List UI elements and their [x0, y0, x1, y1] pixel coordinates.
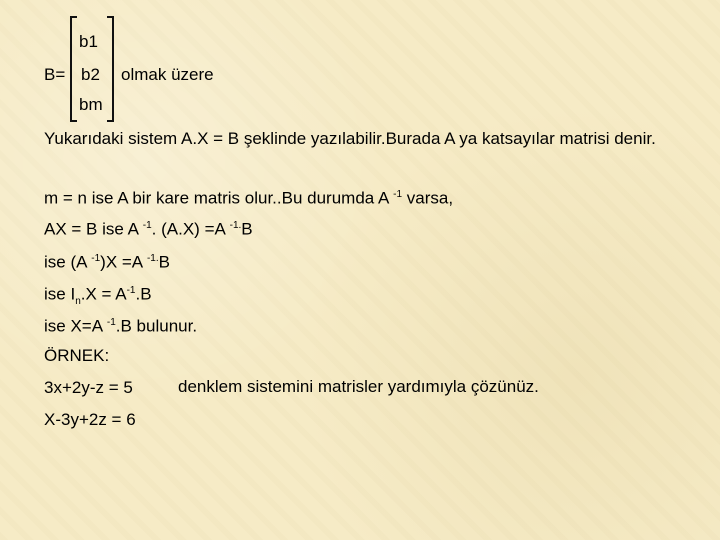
matrix-entry-b2: b2 [81, 65, 100, 84]
line2-prefix: m = n ise A bir kare matris olur..Bu durumda A [44, 188, 394, 208]
example-title: ÖRNEK: [44, 346, 110, 365]
line5-b: .X = A [80, 284, 127, 304]
line5-a: ise I [44, 284, 76, 304]
matrix-bracket-right [107, 16, 114, 122]
line6-b: .B bulunur. [115, 316, 198, 336]
line5-sup: -1 [126, 285, 136, 296]
matrix-entry-b1: b1 [79, 32, 98, 51]
line5-sub: n [75, 296, 81, 308]
example-equation-1: 3x+2y-z = 5 [44, 378, 133, 397]
line4-sup2: -1. [146, 253, 159, 264]
equation-line-6 [44, 313, 197, 336]
line3-a: AX = B ise A [44, 219, 143, 239]
matrix-note: olmak üzere [121, 65, 214, 84]
line4-b: )X =A [100, 252, 147, 272]
paragraph-matrix-system: Yukarıdaki sistem A.X = B şeklinde yazılabilir.Burada A ya katsayılar matrisi denir. [44, 129, 656, 148]
equation-line-5 [44, 281, 152, 311]
equation-line-4 [44, 249, 170, 272]
line3-sup1: -1 [142, 220, 152, 231]
example-equation-2: X-3y+2z = 6 [44, 410, 136, 429]
line3-sup2: -1. [229, 220, 242, 231]
matrix-bracket-left [70, 16, 77, 122]
line6-a: ise X=A [44, 316, 107, 336]
line4-a: ise (A [44, 252, 92, 272]
line6-sup: -1 [106, 317, 116, 328]
line2-suffix: varsa, [402, 188, 454, 208]
example-instruction: denklem sistemini matrisler yardımıyla çözünüz. [178, 377, 539, 396]
paragraph-square-matrix [44, 185, 453, 208]
line4-c: B [158, 252, 170, 272]
line2-sup: -1 [393, 189, 403, 200]
line3-c: B [241, 219, 253, 239]
line5-c: .B [135, 284, 152, 304]
matrix-label: B= [44, 65, 66, 84]
equation-line-3 [44, 216, 253, 239]
line3-b: . (A.X) =A [151, 219, 230, 239]
matrix-entry-bm: bm [79, 95, 103, 114]
line4-sup1: -1 [91, 253, 101, 264]
